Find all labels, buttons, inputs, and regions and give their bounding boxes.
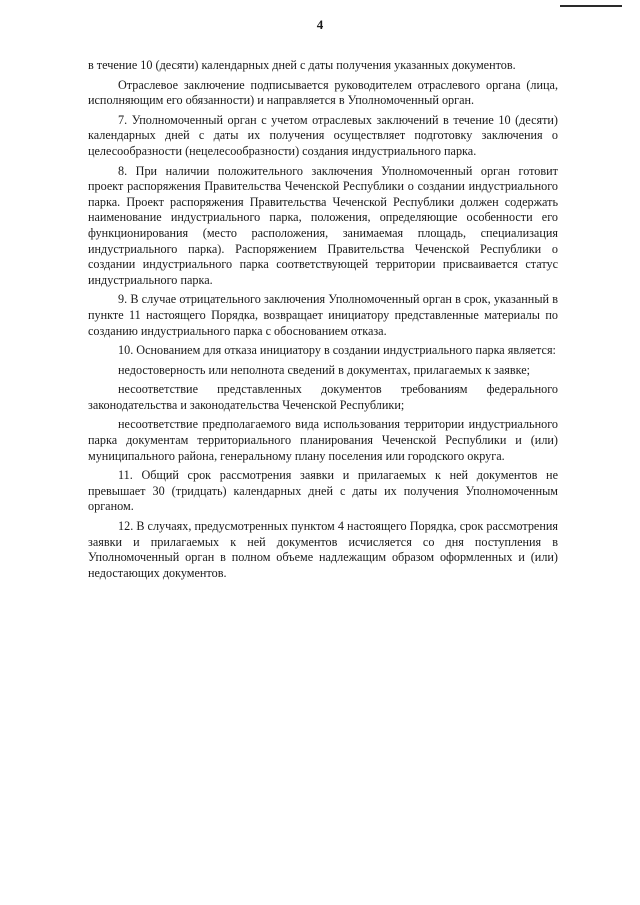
document-body <box>88 58 558 585</box>
paragraph-item-12: 12. В случаях, предусмотренных пунктом 4 настоящего Порядка, срок рассмотрения заявки и прилагаемых к ней документов исчисляется со дня поступления в Уполномоченный орган в полном объеме надлежащим образом оформленных и (или) недостающих документов. <box>88 519 558 580</box>
paragraph-item-11: 11. Общий срок рассмотрения заявки и прилагаемых к ней документов не превышает 30 (тридцать) календарных дней с даты их получения Уполномоченным органом. <box>88 468 558 514</box>
corner-mark <box>560 5 622 7</box>
paragraph-refusal-reason-1: недостоверность или неполнота сведений в документах, прилагаемых к заявке; <box>118 362 531 377</box>
paragraph-refusal-reason-2: несоответствие представленных документов требованиям федерального законодательства и законодательства Чеченской Республики; <box>88 382 558 412</box>
paragraph-sectoral-conclusion: Отраслевое заключение подписывается руководителем отраслевого органа (лица, исполняющим его обязанности) и направляется в Уполномоченный орган. <box>88 77 558 108</box>
paragraph-item-10: 10. Основанием для отказа инициатору в создании индустриального парка является: <box>118 343 556 358</box>
paragraph-item-8: 8. При наличии положительного заключения Уполномоченный орган готовит проект распоряжения Правительства Чеченской Республики о создании индустриального парка. Проект распоряжения Правительства Чеченской Республики должен содержать наименование индустриального парка, положения, определяющие особенности его функционирования (место расположения, занимаемая площадь, специализация индустриального парка). Распоряжением Правительства Чеченской Республики о создании индустриального парка соответствующей территории присваивается статус индустриального парка. <box>88 163 558 287</box>
paragraph-item-9: 9. В случае отрицательного заключения Уполномоченный орган в срок, указанный в пункте 11 настоящего Порядка, возвращает инициатору представленные материалы по созданию индустриального парка с обоснованием отказа. <box>88 292 558 338</box>
paragraph-refusal-reason-3: несоответствие предполагаемого вида использования территории индустриального парка документам территориального планирования Чеченской Республики и (или) муниципального района, генеральному плану поселения или городского округа. <box>88 417 558 463</box>
paragraph-continuation: в течение 10 (десяти) календарных дней с даты получения указанных документов. <box>88 58 516 72</box>
page-number: 4 <box>316 17 324 32</box>
paragraph-item-7: 7. Уполномоченный орган с учетом отраслевых заключений в течение 10 (десяти) календарных дней с даты их получения осуществляет подготовку заключения о целесообразности (нецелесообразности) создания индустриального парка. <box>88 112 558 158</box>
